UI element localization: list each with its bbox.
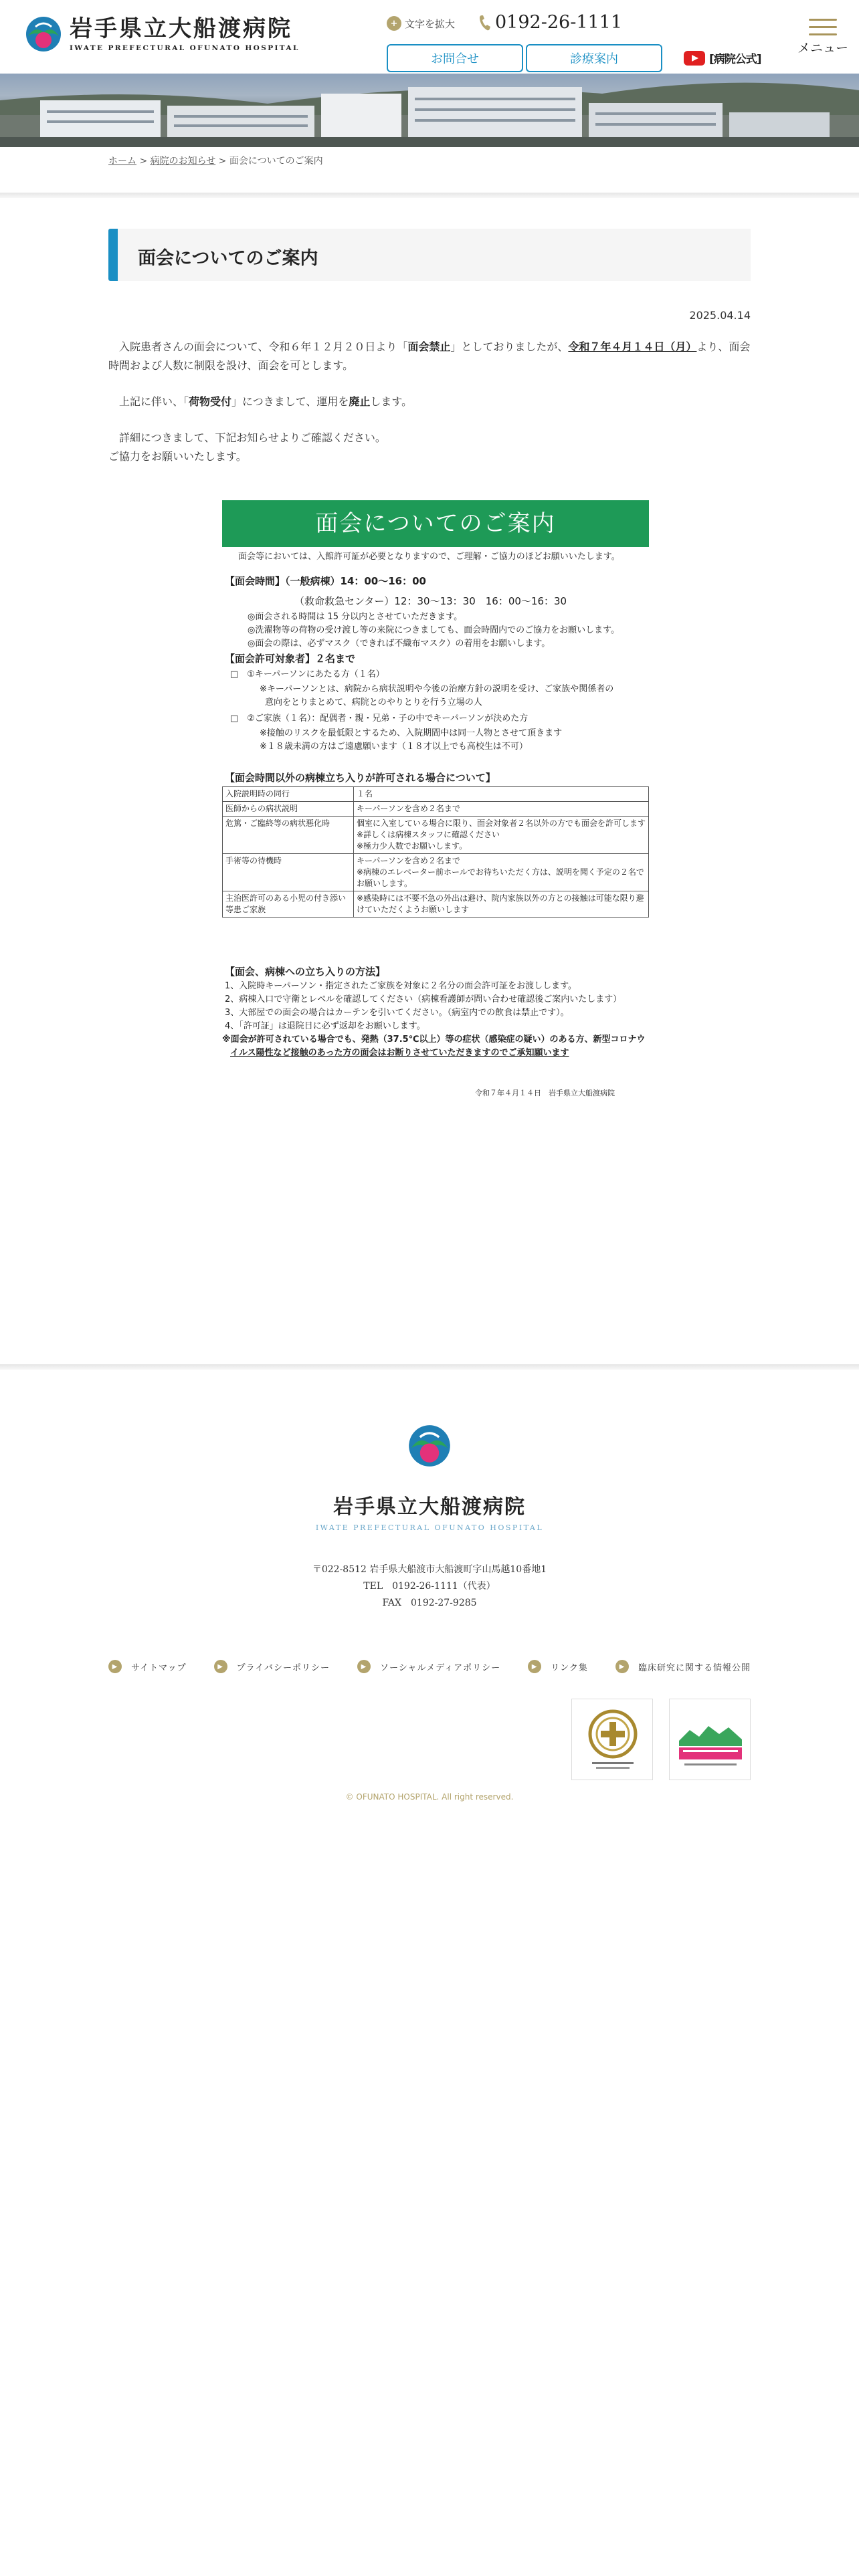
post-date: 2025.04.14	[689, 309, 751, 322]
phone-icon	[479, 14, 491, 31]
youtube-link[interactable]	[684, 49, 761, 66]
accreditation-seal-icon	[572, 1699, 654, 1781]
future-hospital-badge[interactable]	[669, 1699, 751, 1780]
notice-time-head: 【面会時間】（一般病棟）14：00〜16：00	[225, 575, 426, 587]
footer-link-clinical-research[interactable]: ▶ 臨床研究に関する情報公開	[615, 1660, 751, 1673]
arrow-right-icon: ▶	[108, 1660, 122, 1673]
medical-guide-button[interactable]: 診療案内	[526, 44, 662, 72]
notice-person-note: ※キーパーソンとは、病院から病状説明や今後の治療方針の説明を受け、ご家族や関係者の	[260, 684, 614, 694]
notice-table-row	[223, 802, 649, 817]
notice-person-item: □ ②ご家族（１名）：配偶者・親・兄弟・子の中でキーパーソンが決めた方	[230, 714, 529, 724]
footer-logo-icon	[408, 1424, 451, 1467]
notice-other-head: 【面会時間以外の病棟立ち入りが許可される場合について】	[225, 772, 496, 784]
footer-hospital-name-en: IWATE PREFECTURAL OFUNATO HOSPITAL	[315, 1523, 544, 1532]
divider	[0, 193, 859, 198]
breadcrumb-separator: >	[215, 156, 229, 167]
paragraph-3: 詳細につきまして、下記お知らせよりご確認ください。 ご協力をお願いいたします。	[108, 431, 386, 463]
notice-time-note: ◎洗濯物等の荷物の受け渡し等の来院につきましても、面会時間内でのご協力をお願いします。	[248, 625, 620, 635]
notice-table-label: 手術等の待機時	[223, 854, 354, 891]
notice-person-note: ※接触のリスクを最低限とするため、入院期間中は同一人物とさせて頂きます	[260, 728, 563, 738]
notice-table-row	[223, 817, 649, 854]
article-body	[108, 338, 751, 484]
arrow-right-icon: ▶	[615, 1660, 629, 1673]
hamburger-icon	[809, 19, 837, 35]
notice-method-item: 2、病棟入口で守衛とレベルを確認してください（病棟看護師が問い合わせ確認後ご案内いたします）	[225, 994, 622, 1004]
notice-banner: 面会についてのご案内	[222, 500, 649, 547]
youtube-label: [病院公式]	[709, 53, 761, 66]
footer-address: 〒022-8512 岩手県大船渡市大船渡町字山馬越10番地1	[312, 1564, 547, 1575]
page-title: 面会についてのご案内	[138, 248, 318, 269]
notice-table-value: ※感染時には不要不急の外出は避け、院内家族以外の方との接触は可能な限り避けていただくようお願いします	[354, 891, 649, 918]
page-title-box	[108, 229, 751, 281]
paragraph-1: 入院患者さんの面会について、令和６年１２月２０日より「面会禁止」としておりましたが、令和７年４月１４日（月）より、面会時間および人数に制限を設け、面会を可とします。	[108, 340, 751, 372]
breadcrumb-current: 面会についてのご案内	[229, 156, 323, 167]
footer-link-social-policy[interactable]: ▶ ソーシャルメディアポリシー	[357, 1660, 500, 1673]
notice-table-label: 危篤・ご臨終等の病状悪化時	[223, 817, 354, 854]
future-hospital-logo-icon	[670, 1699, 751, 1781]
footer-links	[108, 1660, 751, 1673]
notice-table-row	[223, 854, 649, 891]
notice-person-item: □ ①キーパーソンにあたる方（１名）	[230, 669, 385, 679]
notice-table-value: １名	[354, 787, 649, 802]
hero-image	[0, 74, 859, 147]
notice-method-warning: イルス陽性など接触のあった方の面会はお断りさせていただきますのでご承知願います	[230, 1048, 569, 1058]
font-size-label: 文字を拡大	[405, 17, 456, 30]
menu-label: メニュー	[797, 41, 848, 56]
notice-image	[221, 500, 650, 1102]
arrow-right-icon: ▶	[528, 1660, 541, 1673]
notice-method-item: 4、「許可証」は退院日に必ず返却をお願いします。	[225, 1021, 425, 1031]
footer-tel: TEL 0192-26-1111（代表）	[363, 1581, 496, 1592]
notice-intro: 面会等においては、入館許可証が必要となりますので、ご理解・ご協力のほどお願いいたします。	[238, 552, 620, 562]
footer-divider	[0, 1364, 859, 1370]
breadcrumb-news[interactable]: 病院のお知らせ	[150, 156, 216, 167]
notice-signature: 令和７年４月１４日 岩手県立大船渡病院	[475, 1089, 615, 1097]
logo-title: 岩手県立大船渡病院	[70, 15, 292, 42]
notice-persons-head: 【面会許可対象者】２名まで	[225, 653, 356, 665]
notice-method-item: 1、入院時キーパーソン・指定されたご家族を対象に２名分の面会許可証をお渡しします。	[225, 981, 577, 991]
title-accent-bar	[108, 229, 118, 281]
phone-number: 0192-26-1111	[495, 12, 623, 33]
breadcrumb-separator: >	[136, 156, 151, 167]
paragraph-2: 上記に伴い、「荷物受付」につきまして、運用を廃止します。	[119, 395, 413, 408]
breadcrumb	[108, 154, 323, 167]
notice-table-value: 個室に入室している場合に限り、面会対象者２名以外の方でも面会を許可します ※詳しくは病棟スタッフに確認ください ※極力少人数でお願いします。	[354, 817, 649, 854]
breadcrumb-home[interactable]: ホーム	[108, 156, 136, 167]
notice-table	[222, 786, 649, 918]
arrow-right-icon: ▶	[357, 1660, 371, 1673]
notice-time-note: ◎面会の際は、必ずマスク（できれば不織布マスク）の着用をお願いします。	[248, 639, 551, 649]
site-header	[0, 0, 859, 74]
accreditation-badge[interactable]	[571, 1699, 653, 1780]
notice-table-label: 入院説明時の同行	[223, 787, 354, 802]
logo-subtitle: IWATE PREFECTURAL OFUNATO HOSPITAL	[70, 44, 300, 53]
notice-time-emergency: （救命救急センター）12：30〜13：30 16：00〜16：30	[294, 595, 567, 607]
youtube-icon	[684, 51, 705, 66]
notice-table-label: 主治医許可のある小児の付き添い等患ご家族	[223, 891, 354, 918]
notice-method-head: 【面会、病棟への立ち入りの方法】	[225, 966, 386, 978]
notice-time-note: ◎面会される時間は 15 分以内とさせていただきます。	[248, 612, 463, 622]
notice-table-value: キーパーソンを含め２名まで	[354, 802, 649, 817]
arrow-right-icon: ▶	[214, 1660, 227, 1673]
zoom-icon: +	[387, 16, 401, 31]
footer-fax: FAX 0192-27-9285	[382, 1598, 477, 1608]
notice-table-label: 医師からの病状説明	[223, 802, 354, 817]
inquiry-button[interactable]: お問合せ	[387, 44, 523, 72]
notice-person-note: ※１８歳未満の方はご遠慮願います（１８才以上でも高校生は不可）	[260, 742, 528, 752]
footer-link-links[interactable]: ▶ リンク集	[528, 1660, 588, 1673]
notice-method-warning: ※面会が許可されている場合でも、発熱（37.5℃以上）等の症状（感染症の疑い）のある方、新型コロナウ	[222, 1035, 646, 1045]
notice-table-row	[223, 891, 649, 918]
notice-person-note: 意向をとりまとめて、病院とのやりとりを行う立場の人	[265, 697, 482, 708]
site-logo[interactable]	[25, 16, 300, 52]
footer-hospital-name: 岩手県立大船渡病院	[333, 1495, 526, 1519]
menu-button[interactable]	[796, 19, 850, 56]
notice-table-value: キーパーソンを含め２名まで ※病棟のエレベーター前ホールでお待ちいただく方は、説明を聞く予定の２名でお願いします。	[354, 854, 649, 891]
hospital-logo-icon	[25, 16, 62, 52]
notice-table-row	[223, 787, 649, 802]
notice-method-item: 3、大部屋での面会の場合はカーテンを引いてください。（病室内での飲食は禁止です）。	[225, 1008, 569, 1018]
phone-link[interactable]	[479, 12, 622, 33]
font-size-button[interactable]	[387, 16, 455, 31]
footer-address-block	[0, 1562, 859, 1612]
footer-link-sitemap[interactable]: ▶ サイトマップ	[108, 1660, 187, 1673]
copyright: © OFUNATO HOSPITAL. All right reserved.	[345, 1792, 514, 1802]
footer-link-privacy[interactable]: ▶ プライバシーポリシー	[214, 1660, 330, 1673]
